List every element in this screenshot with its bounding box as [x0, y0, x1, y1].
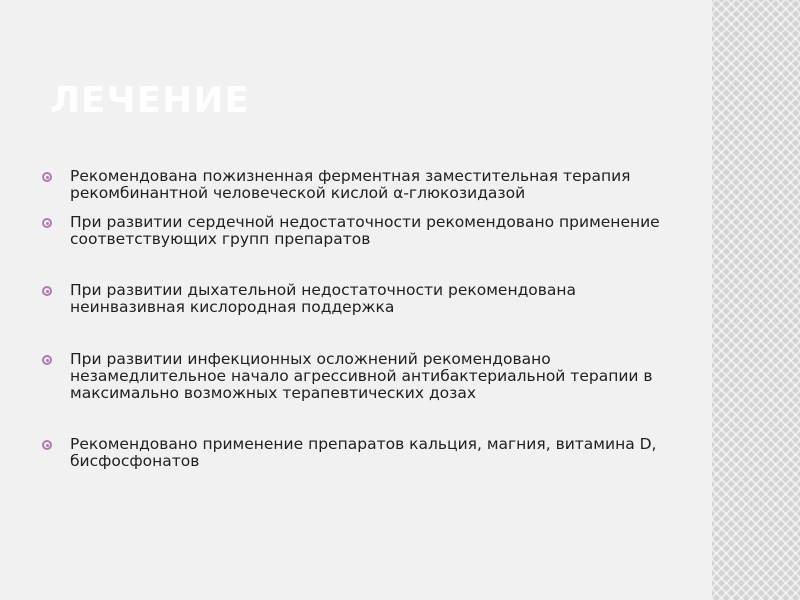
slide-title: ЛЕЧЕНИЕ — [50, 80, 251, 121]
circle-bullet-icon — [42, 440, 52, 450]
list-item — [42, 351, 662, 402]
bullet-text: Рекомендована пожизненная ферментная заместительная терапия рекомбинантной человеческой кислой α-глюкозидазой — [70, 167, 631, 202]
list-item — [42, 282, 662, 316]
list-item — [42, 436, 662, 470]
circle-bullet-icon — [42, 172, 52, 182]
bullet-text: При развитии инфекционных осложнений рекомендовано незамедлительное начало агрессивной антибактериальной терапии в максимально возможных терапевтических дозах — [70, 350, 653, 402]
decorative-side-panel — [712, 0, 800, 600]
circle-bullet-icon — [42, 218, 52, 228]
bullet-text: При развитии дыхательной недостаточности рекомендована неинвазивная кислородная поддержка — [70, 281, 577, 316]
list-item — [42, 214, 662, 248]
bullet-text: При развитии сердечной недостаточности рекомендовано применение соответствующих групп препаратов — [70, 213, 660, 248]
circle-bullet-icon — [42, 286, 52, 296]
bullet-text: Рекомендовано применение препаратов кальция, магния, витамина D, бисфосфонатов — [70, 435, 657, 470]
list-item — [42, 168, 662, 202]
circle-bullet-icon — [42, 355, 52, 365]
bullet-list — [42, 168, 662, 470]
